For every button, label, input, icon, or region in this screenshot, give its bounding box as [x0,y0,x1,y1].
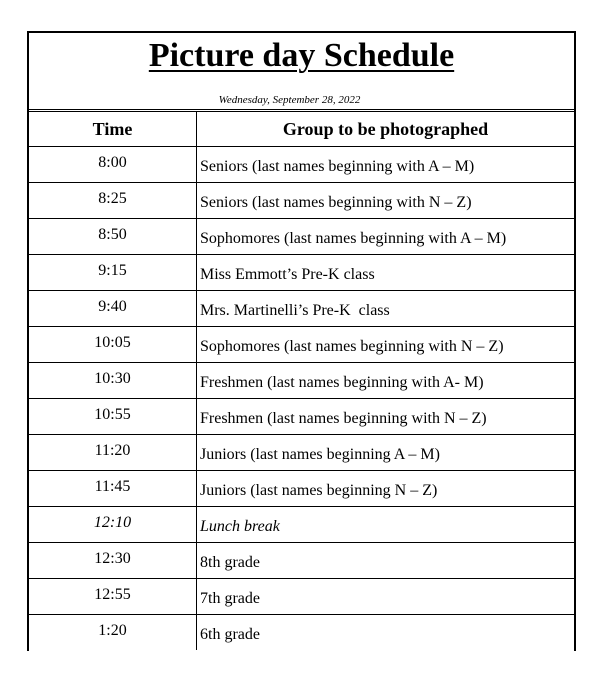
time-column-header: Time [29,112,197,147]
group-cell: Freshmen (last names beginning with A- M) [197,363,575,399]
table-row [29,579,574,615]
time-cell: 11:20 [29,435,197,471]
table-row [29,615,574,651]
table-row [29,183,574,219]
page-title: Picture day Schedule [148,37,455,74]
group-cell: Freshmen (last names beginning with N – Z) [197,399,575,435]
schedule-body [29,147,574,651]
time-cell: 12:30 [29,543,197,579]
group-cell: Lunch break [197,507,575,543]
group-column-header: Group to be photographed [197,112,575,147]
time-cell: 9:40 [29,291,197,327]
group-cell: Miss Emmott’s Pre-K class [197,255,575,291]
table-row [29,471,574,507]
title-box [29,33,574,112]
table-row [29,543,574,579]
group-cell: Mrs. Martinelli’s Pre-K class [197,291,575,327]
time-cell: 10:55 [29,399,197,435]
table-row [29,435,574,471]
table-row [29,255,574,291]
group-cell: 6th grade [200,625,260,643]
group-cell: 8th grade [197,543,575,579]
time-cell: 10:30 [29,363,197,399]
group-cell: Seniors (last names beginning with N – Z) [197,183,575,219]
group-cell: Sophomores (last names beginning with A – M) [197,219,575,255]
schedule-table [29,112,574,650]
group-cell: Sophomores (last names beginning with N – Z) [197,327,575,363]
group-cell: Juniors (last names beginning A – M) [197,435,575,471]
table-row [29,363,574,399]
table-row [29,327,574,363]
table-row [29,219,574,255]
group-cell: Juniors (last names beginning N – Z) [197,471,575,507]
time-cell: 10:05 [29,327,197,363]
schedule-date-text: Wednesday, September 28, 2022 [218,94,361,106]
time-cell: 12:10 [29,507,197,543]
table-row [29,399,574,435]
schedule-sheet [27,31,576,651]
time-cell: 12:55 [29,579,197,615]
table-row [29,291,574,327]
time-cell: 8:00 [29,147,197,183]
group-cell: Seniors (last names beginning with A – M) [197,147,575,183]
group-cell: 7th grade [197,579,575,615]
time-cell: 9:15 [29,255,197,291]
table-row [29,147,574,183]
table-header-row [29,112,574,147]
time-cell: 1:20 [29,615,197,651]
schedule-date [29,94,574,106]
time-cell: 8:50 [29,219,197,255]
time-cell: 8:25 [29,183,197,219]
time-cell: 11:45 [29,471,197,507]
table-row-lunch-break [29,507,574,543]
